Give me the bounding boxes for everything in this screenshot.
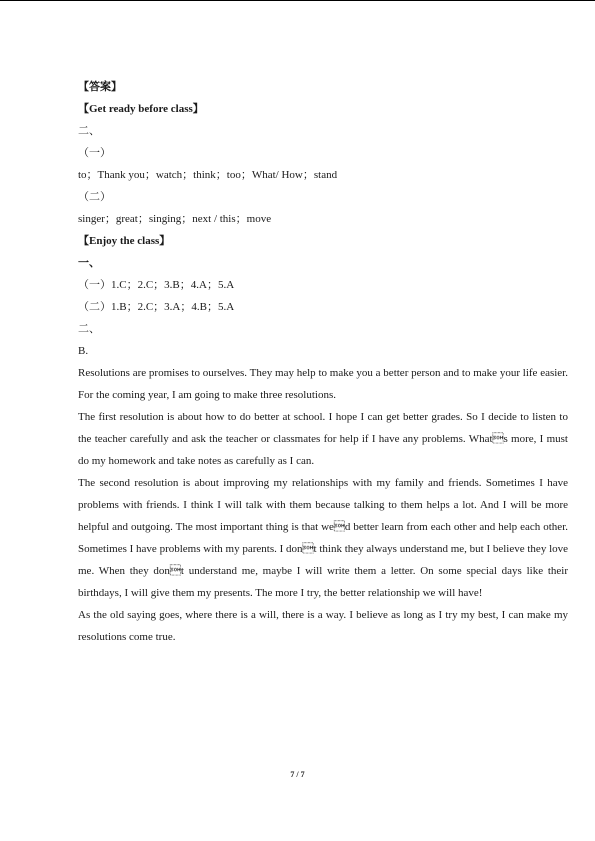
answers-two: singer；great；singing；next / this；move (78, 213, 272, 225)
page-number: 7 / 7 (290, 770, 305, 779)
get-ready-heading: 【Get ready before class】 (78, 103, 204, 115)
answer-heading: 【答案】 (78, 81, 122, 93)
answer-b: B. (78, 345, 89, 357)
mc-answers-two: （二）1.B；2.C；3.A；4.B；5.A (78, 301, 235, 313)
section-two-label: 二、 (78, 125, 100, 137)
mc-answers-one: （一）1.C；2.C；3.B；4.A；5.A (78, 279, 235, 291)
paragraph-4: As the old saying goes, where there is a will, there is a way. I believe as long as I try my best, I can make my resolutions come true. (78, 609, 568, 643)
subsection-two-label: （二） (78, 191, 111, 203)
paragraph-1: Resolutions are promises to ourselves. They may help to make you a better person and to make your life easier. For the coming year, I am going to make three resolutions. (78, 367, 568, 401)
section-two-b-label: 二、 (78, 323, 100, 335)
enjoy-heading: 【Enjoy the class】 (78, 235, 171, 247)
subsection-one-label: （一） (78, 147, 111, 159)
top-rule (0, 0, 595, 1)
answer-content (78, 76, 568, 648)
paragraph-3: The second resolution is about improving my relationships with my family and friends. Sometimes I have problems with friends. I think I will talk with them because talking to them helps a lot. And I will be more helpful and outgoing. The most important thing is that wed better learn from each other and help each other. Sometimes I have problems with my parents. I dont think they always understand me, but I believe they love me. When they dont understand me, maybe I will write them a letter. On some special days like their birthdays, I will give them my presents. The more I try, the better relationship we will have! (78, 477, 569, 599)
answers-one: to；Thank you；watch；think；too；What/ How；stand (78, 169, 338, 181)
paragraph-2: The first resolution is about how to do better at school. I hope I can get better grades. So I decide to listen to the teacher carefully and ask the teacher or classmates for help if I have any problems. Whats more, I must do my homework and take notes as carefully as I can. (78, 411, 568, 467)
section-one-label: 一、 (78, 257, 100, 269)
